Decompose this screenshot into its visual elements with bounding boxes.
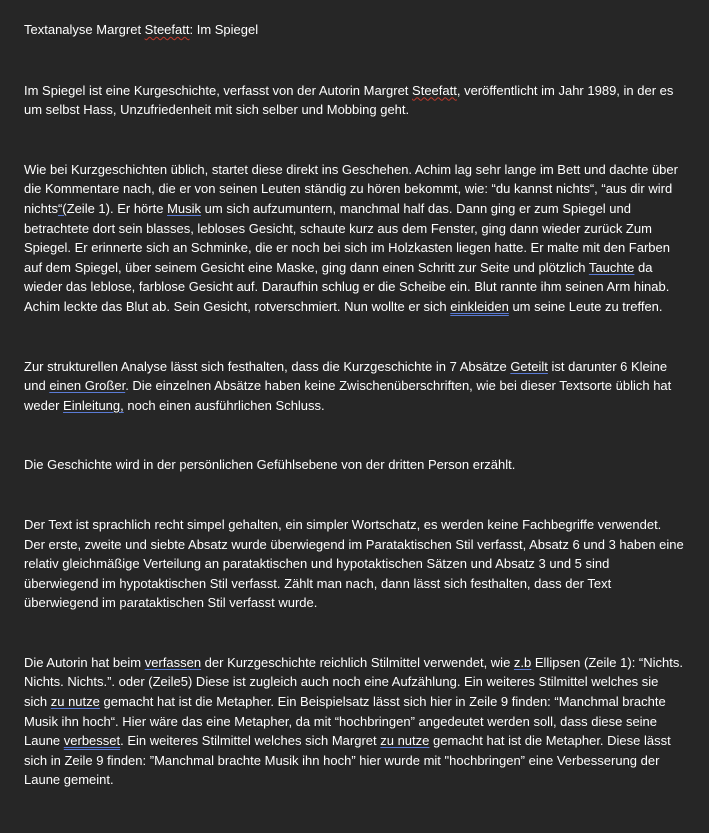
grammar-flagged-word[interactable]: einkleiden xyxy=(450,298,509,314)
text-run: Ellipsen (Zeile 1): “Nichts. Nichts. Nichts.”. oder (Zeile5) Diese ist zugleich auch noch eine Aufzählung. Ein weiteres Stilmittel welches sie sich xyxy=(24,654,683,710)
empty-line xyxy=(24,613,685,653)
grammar-flagged-word[interactable]: zu nutze xyxy=(380,733,430,749)
text-run: da wieder das leblose, farblose Gesicht auf. Daraufhin schlug er die Scheibe ein. Blut rannte ihm seinen Arm hinab. Achim leckte das Blut ab. Sein Gesicht, rotverschmiert. Nun wollte er sich xyxy=(24,259,670,314)
paragraph-structure xyxy=(24,357,685,416)
grammar-flagged-word[interactable]: Musik xyxy=(167,200,202,216)
text-run: noch einen ausführlichen Schluss. xyxy=(123,397,325,413)
text-run: gemacht hat ist die Metapher. Ein Beispielsatz lässt sich hier in Zeile 9 finden: “Manchmal brachte Musik ihn hoch“. Hier wäre das eine Metapher, da mit “hochbringen” angedeutet werden soll, dass diese seine Laune xyxy=(24,694,666,749)
spelling-flagged-word[interactable]: Steefatt xyxy=(144,22,190,37)
grammar-flagged-word[interactable]: Geteilt xyxy=(510,358,548,374)
grammar-flagged-word[interactable]: Tauchte xyxy=(588,259,635,275)
document-title xyxy=(24,20,685,40)
grammar-flagged-word[interactable]: einen Großer xyxy=(49,378,126,394)
title-text-before: Textanalyse Margret xyxy=(24,22,145,37)
text-run: Im Spiegel ist eine Kurgeschichte, verfasst von der Autorin Margret xyxy=(24,82,413,98)
text-run: . Ein weiteres Stilmittel welches sich Margret xyxy=(120,733,381,749)
empty-line xyxy=(24,415,685,455)
text-run: . Die einzelnen Absätze haben keine Zwischenüberschriften, wie bei dieser Textsorte üblich hat weder xyxy=(24,378,672,413)
grammar-flagged-word[interactable]: “( xyxy=(57,200,67,216)
paragraph-language: Der Text ist sprachlich recht simpel gehalten, ein simpler Wortschatz, es werden keine Fachbegriffe verwendet. Der erste, zweite und siebte Absatz wurde überwiegend im Parataktischen Stil verfasst, Absatz 6 und 3 haben eine relativ gleichmäßige Verteilung an parataktischen und hypotaktischen Sätzen und Absatz 3 und 5 sind überwiegend im hypotaktischen Stil verfasst. Zählt man nach, dann lässt sich festhalten, dass der Text überwiegend im parataktischen Stil verfasst wurde. xyxy=(24,516,684,611)
grammar-flagged-word[interactable]: z.b xyxy=(513,654,532,670)
empty-line xyxy=(24,475,685,515)
empty-line xyxy=(24,40,685,81)
paragraph-perspective: Die Geschichte wird in der persönlichen Gefühlsebene von der dritten Person erzählt. xyxy=(24,457,516,473)
text-run: Zeile 1). Er hörte xyxy=(66,200,168,216)
spelling-flagged-word[interactable]: Steefatt xyxy=(412,82,457,98)
grammar-flagged-word[interactable]: verbesset xyxy=(63,733,121,749)
empty-line xyxy=(24,317,685,357)
text-run: um sich aufzumuntern, manchmal half das. Dann ging er zum Spiegel und betrachtete dort sein blasses, lebloses Gesicht, schaute kurz aus dem Fenster, ging dann wieder zurück Zum Spiegel. Er erinnerte sich an Schminke, die er noch bei sich im Holzkasten liegen hatte. Er malte mit den Farben auf dem Spiegel, über seinem Gesicht eine Maske, ging dann einen Schritt zur Seite und plötzlich xyxy=(24,200,670,275)
grammar-flagged-word[interactable]: Einleitung, xyxy=(63,397,124,413)
text-run: Wie bei Kurzgeschichten üblich, startet diese direkt ins Geschehen. Achim lag sehr lange im Bett und dachte über die Kommentare nach, die er von seinen Leuten ständig zu hören bekommt, wie: “du kannst nichts“, “aus dir wird nichts xyxy=(24,161,678,216)
text-run: der Kurzgeschichte reichlich Stilmittel verwendet, wie xyxy=(201,654,514,670)
text-run: gemacht hat ist die Metapher. Diese lässt sich in Zeile 9 finden: ”Manchmal brachte Musik ihn hoch” hier wurde mit "hochbringen” eine Verbesserung der Laune gemeint. xyxy=(24,733,671,788)
text-run: Die Autorin hat beim xyxy=(24,654,145,670)
paragraph-stylistic-devices xyxy=(24,653,685,790)
grammar-flagged-word[interactable]: zu nutze xyxy=(50,694,100,710)
grammar-flagged-word[interactable]: verfassen xyxy=(144,654,202,670)
text-run: ist darunter 6 Kleine und xyxy=(24,358,668,394)
paragraph-summary xyxy=(24,160,685,317)
text-run: um seine Leute zu treffen. xyxy=(508,298,663,314)
title-text-after: : Im Spiegel xyxy=(189,22,259,37)
text-run: Zur strukturellen Analyse lässt sich festhalten, dass die Kurzgeschichte in 7 Absätze xyxy=(24,358,511,374)
paragraph-intro xyxy=(24,81,685,120)
text-run: , veröffentlicht im Jahr 1989, in der es um selbst Hass, Unzufriedenheit mit sich selber und Mobbing geht. xyxy=(24,82,674,118)
empty-line xyxy=(24,120,685,160)
